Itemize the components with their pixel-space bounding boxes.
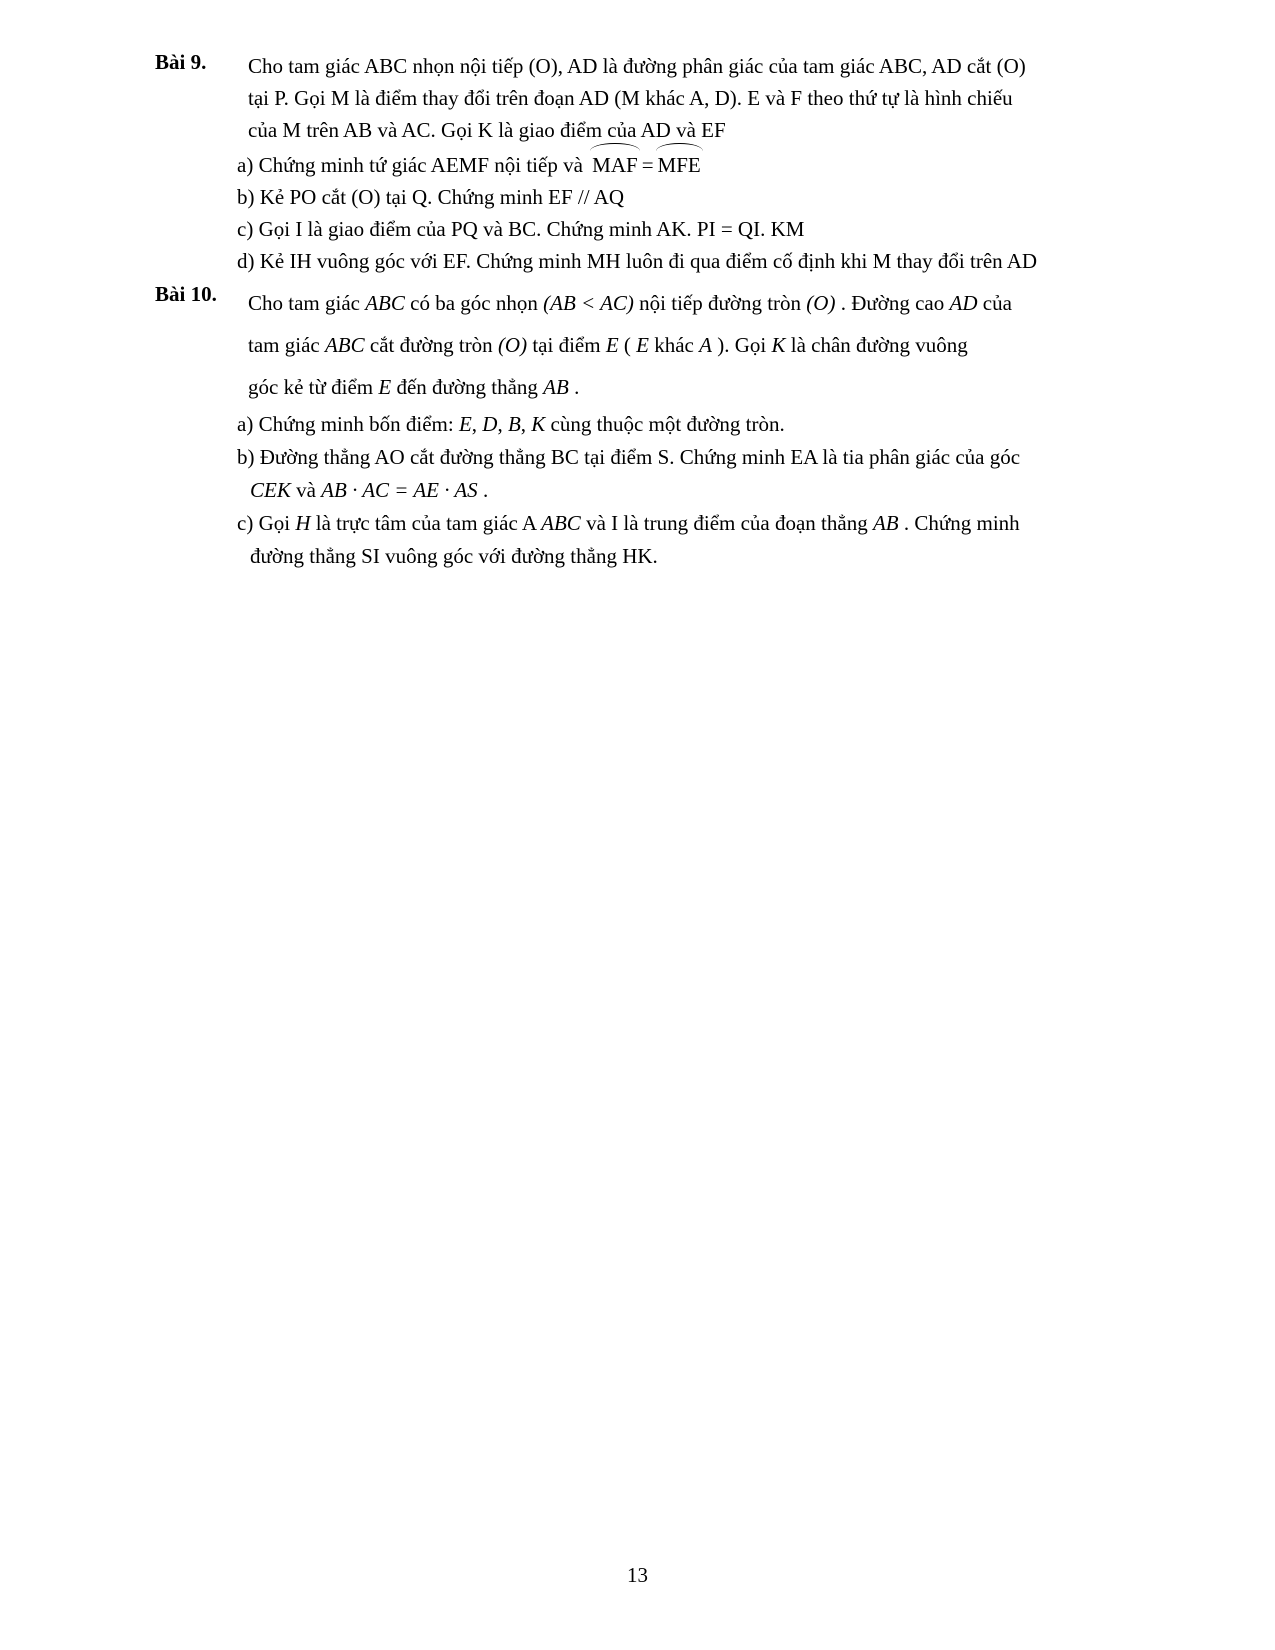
- text-segment: đến đường thẳng: [391, 375, 544, 399]
- text-segment: ,: [471, 412, 483, 436]
- text-segment: của: [977, 291, 1012, 315]
- text-segment: là chân đường vuông: [785, 333, 968, 357]
- text-segment: cùng thuộc một đường tròn.: [545, 412, 785, 436]
- text-segment: E: [458, 412, 472, 436]
- text-segment: ,: [520, 412, 532, 436]
- text-segment: khác: [648, 333, 700, 357]
- text-segment: AB: [543, 375, 569, 399]
- text-line: [237, 149, 1100, 181]
- exercise-bai-10-intro-row: [155, 282, 1100, 408]
- exercise-bai-9-intro: [248, 50, 1100, 146]
- text-line: [237, 245, 1100, 277]
- text-line: [248, 366, 1100, 408]
- text-segment: . Đường cao: [835, 291, 950, 315]
- text-line: [237, 441, 1100, 474]
- text-segment: B: [507, 412, 521, 436]
- text-segment: tại P. Gọi M là điểm thay đổi trên đoạn AD (M khác A, D). E và F theo thứ tự là hình chiếu: [248, 86, 1013, 110]
- text-line: [237, 540, 1100, 573]
- text-line: [248, 282, 1100, 324]
- text-segment: (O): [806, 291, 836, 315]
- text-segment: ABC: [324, 333, 365, 357]
- text-segment: của M trên AB và AC. Gọi K là giao điểm của AD và EF: [248, 118, 726, 142]
- text-segment: và I là trung điểm của đoạn thẳng: [580, 511, 873, 535]
- page-number: 13: [627, 1563, 648, 1587]
- text-segment: K: [771, 333, 786, 357]
- text-segment: AB: [872, 511, 899, 535]
- text-segment: là trực tâm của tam giác A: [310, 511, 542, 535]
- text-segment: (: [618, 333, 637, 357]
- text-segment: đường thẳng SI vuông góc với đường thẳng HK.: [250, 544, 658, 568]
- text-segment: c) Gọi: [237, 511, 296, 535]
- text-segment: tại điểm: [527, 333, 606, 357]
- text-segment: ABC: [541, 511, 581, 535]
- text-segment: góc kẻ từ điểm: [248, 375, 379, 399]
- text-segment: (O): [497, 333, 528, 357]
- exercise-bai-10: [155, 282, 1100, 573]
- exercise-bai-10-items: [155, 408, 1100, 573]
- text-segment: c) Gọi I là giao điểm của PQ và BC. Chứng minh AK. PI = QI. KM: [237, 217, 805, 241]
- exercise-bai-9-intro-row: [155, 50, 1100, 146]
- text-segment: .: [568, 375, 580, 399]
- text-segment: ). Gọi: [711, 333, 772, 357]
- text-segment: (AB < AC): [543, 291, 634, 315]
- text-segment: d) Kẻ IH vuông góc với EF. Chứng minh MH luôn đi qua điểm cố định khi M thay đổi trên AD: [237, 249, 1038, 273]
- text-line: [237, 213, 1100, 245]
- exercise-bai-9: [155, 50, 1100, 277]
- text-segment: A: [699, 333, 712, 357]
- text-segment: H: [295, 511, 311, 535]
- text-segment: a) Chứng minh tứ giác AEMF nội tiếp và: [237, 153, 589, 177]
- text-segment: có ba góc nhọn: [404, 291, 544, 315]
- text-segment: Cho tam giác ABC nhọn nội tiếp (O), AD là đường phân giác của tam giác ABC, AD cắt (O): [248, 54, 1026, 78]
- text-segment: a) Chứng minh bốn điểm:: [237, 412, 459, 436]
- text-line: [237, 507, 1100, 540]
- exercise-bai-9-items: [155, 149, 1100, 277]
- angle-notation: MFE: [658, 149, 701, 181]
- text-segment: AD: [949, 291, 978, 315]
- exercise-bai-10-intro: [248, 282, 1100, 408]
- text-segment: E: [378, 375, 392, 399]
- text-segment: b) Kẻ PO cắt (O) tại Q. Chứng minh EF // AQ: [237, 185, 625, 209]
- text-segment: cắt đường tròn: [364, 333, 498, 357]
- text-segment: Cho tam giác: [248, 291, 366, 315]
- text-segment: b) Đường thẳng AO cắt đường thẳng BC tại điểm S. Chứng minh EA là tia phân giác của góc: [237, 445, 1021, 469]
- text-segment: =: [641, 153, 654, 177]
- text-segment: tam giác: [248, 333, 325, 357]
- text-segment: .: [477, 478, 489, 502]
- text-line: [237, 408, 1100, 441]
- text-line: [237, 181, 1100, 213]
- exercise-bai-10-label: Bài 10.: [155, 282, 217, 306]
- text-line: [248, 82, 1100, 114]
- text-segment: ABC: [365, 291, 405, 315]
- text-segment: CEK: [250, 478, 291, 502]
- text-segment: ,: [497, 412, 508, 436]
- document-content: [155, 50, 1100, 573]
- text-line: [248, 114, 1100, 146]
- text-line: [248, 324, 1100, 366]
- text-segment: K: [531, 412, 546, 436]
- exercise-bai-9-label: Bài 9.: [155, 50, 207, 74]
- text-segment: E: [636, 333, 649, 357]
- text-segment: D: [482, 412, 498, 436]
- text-line: [248, 50, 1100, 82]
- text-line: [237, 474, 1100, 507]
- text-segment: AB · AC = AE · AS: [321, 478, 478, 502]
- angle-notation: MAF: [592, 149, 638, 181]
- text-segment: và: [290, 478, 322, 502]
- text-segment: . Chứng minh: [898, 511, 1020, 535]
- text-segment: nội tiếp đường tròn: [633, 291, 807, 315]
- text-segment: E: [605, 333, 619, 357]
